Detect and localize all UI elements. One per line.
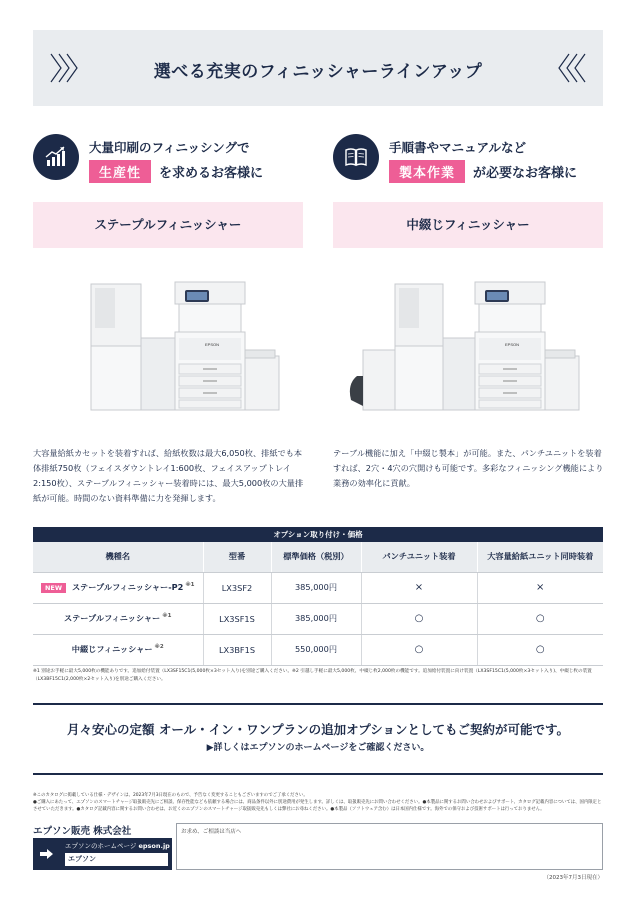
column-header: 機種名: [33, 542, 203, 572]
shop-label: お求め、ご相談は当店へ: [181, 829, 242, 835]
divider: [33, 703, 603, 705]
feature-heading: 大量印刷のフィニッシングで: [89, 140, 250, 155]
footnote-ref: ※1: [185, 582, 195, 589]
punch-compat: ○: [361, 603, 477, 634]
shop-stamp-box: [176, 823, 603, 870]
printer-saddle-finisher-image: [333, 280, 603, 415]
new-badge: NEW: [41, 583, 66, 593]
publication-date: （2023年7月3日現在）: [543, 875, 603, 881]
product-band-staple: ステープルフィニッシャー: [33, 202, 303, 248]
model-name-cell: [33, 603, 203, 634]
column-header: 型番: [203, 542, 271, 572]
footnote-ref: ※2: [154, 644, 164, 651]
option-price-table: [33, 542, 603, 666]
price: 550,000円: [271, 634, 361, 665]
feature-suffix: が必要なお客様に: [473, 166, 578, 181]
feeder-compat: ×: [477, 572, 603, 603]
homepage-label: エプソンのホームページ epson.jp: [65, 842, 170, 850]
search-field[interactable]: エプソン: [65, 853, 168, 866]
table-footnote: ※1 別途お手軽に最大5,000枚の機能ありです。追加給付装置（LX3SF15C1(5,000枚×3セット入り)を別途ご購入ください。※2 引越し手軽に最大5,000枚、中綴じ枚2,000枚の機能です。追加給付装置に向け装置（LX3SF15C1(5,000枚×3セット入り)、中綴じ枚の装置（LX3BF15C1(2,000枚×2セット入り)を別途ご購入ください。: [33, 669, 592, 682]
model-name: 中綴じフィニッシャー: [71, 644, 153, 654]
printer-staple-finisher-image: [33, 280, 303, 415]
homepage-search-box[interactable]: [33, 838, 172, 870]
feature-target: [389, 160, 577, 182]
model-number: LX3SF2: [203, 572, 271, 603]
company-name: エプソン販売 株式会社: [33, 826, 132, 837]
svg-text:EPSON: EPSON: [205, 342, 220, 347]
column-header: パンチユニット装着: [361, 542, 477, 572]
model-number: LX3SF1S: [203, 603, 271, 634]
legal-notes: [33, 792, 605, 813]
column-header: 大容量給紙ユニット同時装着: [477, 542, 603, 572]
chart-up-icon: [33, 134, 79, 180]
highlight-badge: 生産性: [89, 160, 151, 183]
punch-compat: ×: [361, 572, 477, 603]
double-chevron-left-icon: [553, 50, 589, 86]
divider: [33, 773, 603, 775]
model-number: LX3BF1S: [203, 634, 271, 665]
arrow-right-icon: [37, 846, 55, 862]
model-name-cell: [33, 572, 203, 603]
table-row: [33, 572, 603, 603]
svg-text:EPSON: EPSON: [505, 342, 520, 347]
punch-compat: ○: [361, 634, 477, 665]
feeder-compat: ○: [477, 603, 603, 634]
feeder-compat: ○: [477, 634, 603, 665]
model-name: ステープルフィニッシャー-P2: [72, 582, 184, 592]
note-line: ※このカタログに掲載している仕様・デザインは、2023年7月3日現在のもので、予告なく変更することもございますのでご了承ください。: [33, 793, 308, 798]
feature-target: [89, 160, 263, 182]
plan-link-text[interactable]: ▶詳しくはエプソンのホームページをご確認ください。: [206, 743, 430, 753]
page-title: 選べる充実のフィニッシャーラインアップ: [153, 62, 483, 82]
model-name: ステープルフィニッシャー: [64, 613, 161, 623]
plan-message: 月々安心の定額 オール・イン・ワンプランの追加オプションとしてもご契約が可能です。: [67, 722, 569, 737]
price: 385,000円: [271, 572, 361, 603]
column-header: 標準価格（税別）: [271, 542, 361, 572]
table-row: [33, 634, 603, 665]
feature-suffix: を求めるお客様に: [159, 166, 264, 181]
description-staple: 大容量給紙カセットを装着すれば、給紙枚数は最大6,050枚、排紙でも本体排紙750枚（フェイスダウントレイ1:600枚、フェイスアップトレイ2:150枚）、ステープルフィニッシャー装着時には、最大5,000枚の大量排紙が可能。時間のない資料準備に力を発揮します。: [33, 448, 304, 503]
note-line: ●ご購入にあたって、エプソンのスマートチャージ取扱販売先にご相談、保存性能なども依頼する場合には、商品条件以外に別途費用が発生します。詳しくは、取扱販売先にお問い合わせください。●本製品に関するお問い合わせおよびサポート、カタログ記載内容については、国内限定とさせていただきます。●カタログ記載内容に関するお問い合わせは、お近くのエプソンのスマートチャージ取扱販売先もしくは弊社にお尋ねください。●本製品（ソフトウェア含む）は日本国内仕様です。海外での保守および技術サポートは行っておりません。: [33, 800, 602, 812]
price: 385,000円: [271, 603, 361, 634]
footnote-ref: ※1: [162, 613, 172, 620]
feature-heading: 手順書やマニュアルなど: [389, 140, 527, 155]
highlight-badge: 製本作業: [389, 160, 465, 183]
open-book-icon: [333, 134, 379, 180]
table-row: [33, 603, 603, 634]
product-band-saddle: 中綴じフィニッシャー: [333, 202, 603, 248]
table-header-row: [33, 542, 603, 572]
homepage-domain: epson.jp: [138, 842, 170, 850]
table-caption: オプション取り付け・価格: [33, 527, 603, 542]
model-name-cell: [33, 634, 203, 665]
description-saddle: テーブル機能に加え「中綴じ製本」が可能。また、パンチユニットを装着すれば、2穴・4穴の穴開けも可能です。多彩なフィニッシング機能により業務の効率化に貢献。: [333, 448, 604, 488]
header-band: [33, 30, 603, 106]
